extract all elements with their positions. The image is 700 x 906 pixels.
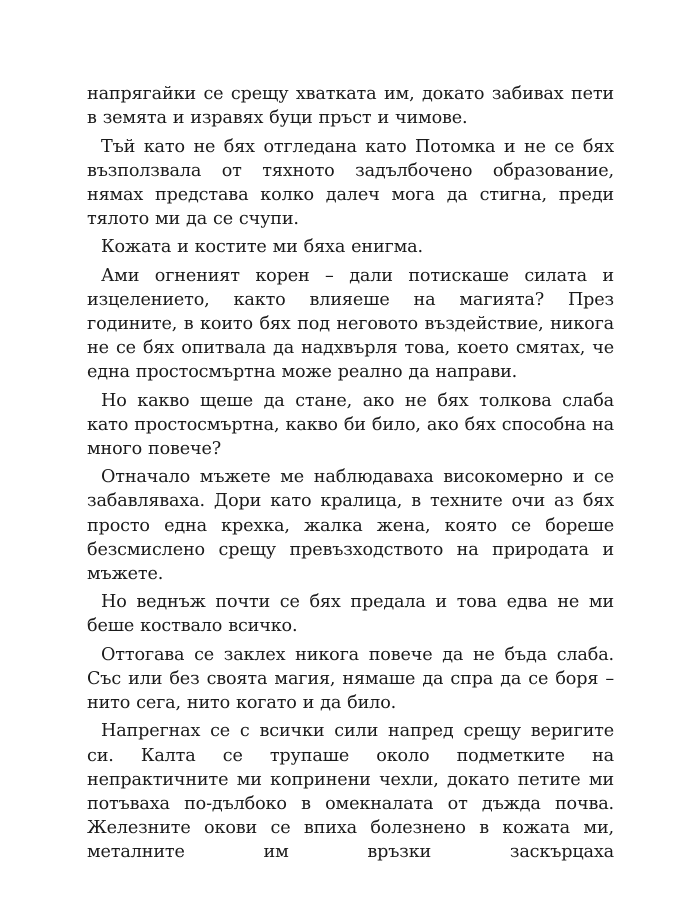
paragraph-continues-next-page: Напрегнах се с всички сили напред срещу веригите си. Калта се трупаше около подметките на непрактичните ми копринени чехли, докато петите ми потъваха по-дълбоко в омекналата от дъжда почва. Железните окови се впиха болезнено в кожата ми, металните им връзки заскърцаха (87, 721, 614, 862)
paragraph: Кожата и костите ми бяха енигма. (101, 237, 423, 258)
paragraph: Но веднъж почти се бях предала и това едва не ми беше коствало всичко. (87, 592, 614, 637)
paragraph: Ами огненият корен – дали потискаше силата и изцелението, както влияеше на магията? През годините, в които бях под неговото въздействие, никога не се бях опитвала да надхвърля това, което смятах, че една простосмъртна може реално да направи. (87, 265, 614, 383)
paragraph-continued: напрягайки се срещу хватката им, докато забивах пети в земята и изравях буци пръст и чимове. (87, 84, 614, 129)
paragraph: Но какво щеше да стане, ако не бях толкова слаба като простосмъртна, какво би било, ако бях способна на много повече? (87, 390, 614, 459)
paragraph: Оттогава се заклех никога повече да не бъда слаба. Със или без своята магия, нямаше да спра да се боря – нито сега, нито когато и да било. (87, 644, 614, 713)
paragraph: Тъй като не бях отгледана като Потомка и не се бях възползвала от тяхното задълбочено образование, нямах представа колко далеч мога да стигна, преди тялото ми да се счупи. (87, 136, 614, 229)
paragraph: Отначало мъжете ме наблюдаваха високомерно и се забавляваха. Дори като кралица, в техните очи аз бях просто една крехка, жалка жена, която се бореше безсмислено срещу превъзходството на природата и мъжете. (87, 467, 614, 584)
body-text (87, 82, 614, 868)
